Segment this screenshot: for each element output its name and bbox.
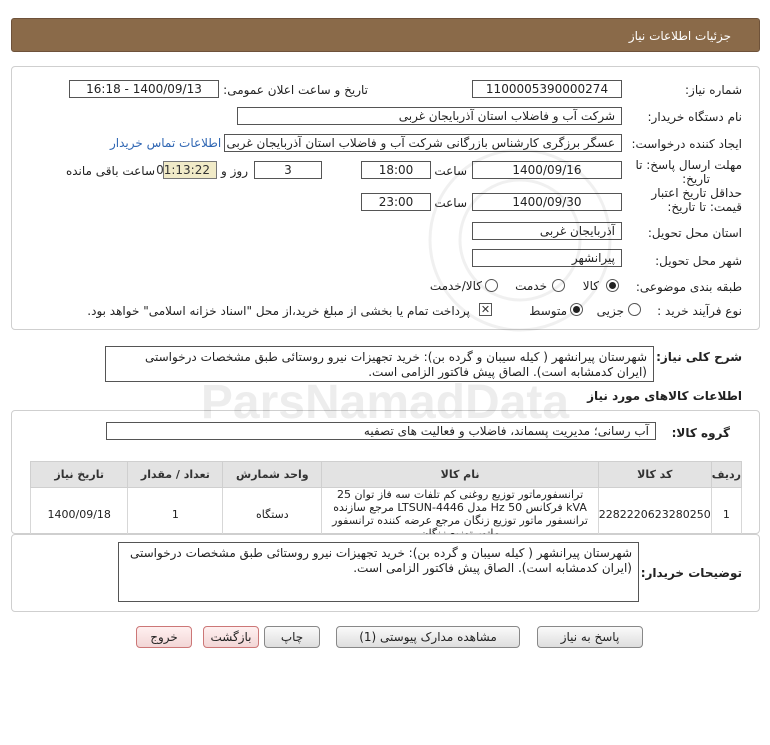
deadline-label: مهلت ارسال پاسخ: تا xyxy=(635,158,742,172)
col-row: ردیف xyxy=(711,462,741,488)
col-code: کد کالا xyxy=(598,462,711,488)
buyer-notes-text: شهرستان پیرانشهر ( کیله سیبان و گرده بن): خرید تجهیزات نیرو روستائی طبق مشخصات درخواستی (ایران کدمشابه است). الصاق پیش فاکتور الزامی است. xyxy=(118,542,639,602)
page-header xyxy=(11,18,760,52)
category-option-goods: کالا xyxy=(582,279,599,293)
treasury-payment-checkbox[interactable]: ✕ xyxy=(480,303,491,316)
requester-field: عسگر برزگری کارشناس بازرگانی شرکت آب و فاضلاب استان آذربایجان غربی xyxy=(224,134,622,152)
watermark-text: ParsNamadData xyxy=(200,376,570,429)
validity-label-2: قیمت: تا تاریخ: xyxy=(667,200,742,214)
col-date: تاریخ نیاز xyxy=(31,462,128,488)
print-button[interactable]: چاپ xyxy=(264,626,320,648)
process-medium-radio[interactable] xyxy=(570,303,583,316)
announce-field: 1400/09/13 - 16:18 xyxy=(69,80,219,98)
category-service-radio[interactable] xyxy=(552,279,565,292)
need-number-field: 1100005390000274 xyxy=(472,80,622,98)
category-both-radio[interactable] xyxy=(485,279,498,292)
goods-group-label: گروه کالا: xyxy=(671,426,730,440)
process-option-medium: متوسط xyxy=(529,304,567,318)
cell-unit: دستگاه xyxy=(223,488,322,541)
reply-button[interactable]: پاسخ به نیاز xyxy=(537,626,643,648)
category-option-service: خدمت xyxy=(515,279,547,293)
process-minor-radio[interactable] xyxy=(628,303,641,316)
category-option-both: کالا/خدمت xyxy=(429,279,482,293)
cell-row: 1 xyxy=(711,488,741,541)
table-row xyxy=(31,488,742,541)
table-header-row xyxy=(31,462,742,488)
exit-button[interactable]: خروج xyxy=(136,626,192,648)
day-label: روز و xyxy=(221,164,248,178)
category-goods-radio[interactable] xyxy=(606,279,619,292)
process-option-minor: جزیی xyxy=(596,304,624,318)
page-title: جزئیات اطلاعات نیاز xyxy=(628,29,731,43)
buyer-org-label: نام دستگاه خریدار: xyxy=(647,110,742,124)
deadline-time-label: ساعت xyxy=(434,164,467,178)
city-label: شهر محل تحویل: xyxy=(655,254,742,268)
col-name: نام کالا xyxy=(322,462,598,488)
remaining-time-field: 01:13:22 xyxy=(163,161,217,179)
cell-qty: 1 xyxy=(128,488,223,541)
need-number-label: شماره نیاز: xyxy=(685,83,742,97)
back-button[interactable]: بازگشت xyxy=(203,626,259,648)
validity-date-field: 1400/09/30 xyxy=(472,193,622,211)
cell-date: 1400/09/18 xyxy=(31,488,128,541)
requester-label: ایجاد کننده درخواست: xyxy=(631,137,742,151)
cell-name: ترانسفورماتور توزیع روغنی کم تلفات سه فاز توان 25 kVA فرکانس 50 Hz مدل LTSUN-4446 مرجع سازنده ترانسفور ماتور توزیع زنگان مرجع عرضه کننده ترانسفور xyxy=(322,488,598,541)
city-field: پیرانشهر xyxy=(472,249,622,267)
goods-section-title: اطلاعات کالاهای مورد نیاز xyxy=(587,389,742,403)
validity-time-field: 23:00 xyxy=(361,193,431,211)
remaining-label: ساعت باقی مانده xyxy=(65,164,155,178)
validity-label: حداقل تاریخ اعتبار xyxy=(651,186,742,200)
summary-text: شهرستان پیرانشهر ( کیله سیبان و گرده بن): خرید تجهیزات نیرو روستائی طبق مشخصات درخواستی (ایران کدمشابه است). الصاق پیش فاکتور الزامی است. xyxy=(105,346,654,382)
announce-label: تاریخ و ساعت اعلان عمومی: xyxy=(223,83,368,97)
col-qty: تعداد / مقدار xyxy=(128,462,223,488)
cell-code: 2282220623280250 xyxy=(598,488,711,541)
province-label: استان محل تحویل: xyxy=(647,226,742,240)
days-field: 3 xyxy=(254,161,322,179)
col-unit: واحد شمارش xyxy=(223,462,322,488)
attachments-button[interactable]: مشاهده مدارک پیوستی (1) xyxy=(336,626,520,648)
payment-note: پرداخت تمام یا بخشی از مبلغ خرید،از محل "اسناد خزانه اسلامی" خواهد بود. xyxy=(87,304,470,318)
buyer-notes-label: توضیحات خریدار: xyxy=(640,566,742,580)
goods-group-field: آب رسانی؛ مدیریت پسماند، فاضلاب و فعالیت های تصفیه xyxy=(106,422,656,440)
buyer-org-field: شرکت آب و فاضلاب استان آذربایجان غربی xyxy=(237,107,622,125)
deadline-label-date: تاریخ: xyxy=(682,172,710,186)
validity-time-label: ساعت xyxy=(434,196,467,210)
summary-label: شرح کلی نیاز: xyxy=(656,350,742,364)
deadline-time-field: 18:00 xyxy=(361,161,431,179)
category-label: طبقه بندی موضوعی: xyxy=(635,280,742,294)
buyer-contact-link[interactable]: اطلاعات تماس خریدار xyxy=(110,136,222,150)
province-field: آذربایجان غربی xyxy=(472,222,622,240)
process-label: نوع فرآیند خرید : xyxy=(657,304,742,318)
goods-table xyxy=(30,461,742,541)
deadline-date-field: 1400/09/16 xyxy=(472,161,622,179)
